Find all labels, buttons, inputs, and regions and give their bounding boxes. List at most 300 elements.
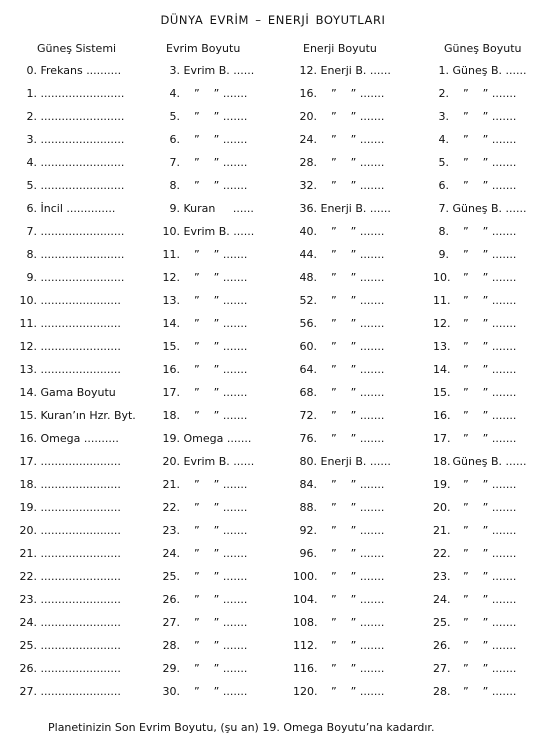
row-text: ” ” ....... <box>180 570 248 583</box>
row-text: ” ” ....... <box>317 685 385 698</box>
row-text: ........................ <box>37 225 125 238</box>
row-number: 13. <box>162 294 180 307</box>
row-text: ....................... <box>37 639 121 652</box>
row-number: 25. <box>162 570 180 583</box>
table-row <box>433 131 539 154</box>
table-row <box>433 476 539 499</box>
table-row <box>293 614 413 637</box>
row-number: 1. <box>26 87 37 100</box>
table-row <box>162 453 280 476</box>
table-row <box>433 361 539 384</box>
row-text: ” ” ....... <box>317 409 385 422</box>
row-number: 22. <box>162 501 180 514</box>
column-gunes-sistemi <box>19 40 145 706</box>
row-number: 17. <box>433 432 451 445</box>
table-row <box>19 200 145 223</box>
row-text: ” ” ....... <box>449 547 517 560</box>
table-row <box>433 223 539 246</box>
row-number: 22. <box>433 547 451 560</box>
table-row <box>433 315 539 338</box>
row-number: 36. <box>299 202 317 215</box>
row-text: Evrim B. ...... <box>180 225 255 238</box>
row-number: 11. <box>162 248 180 261</box>
table-row <box>433 108 539 131</box>
row-text: ” ” ....... <box>317 317 385 330</box>
table-row <box>19 407 145 430</box>
table-row <box>19 177 145 200</box>
table-row <box>19 614 145 637</box>
table-row <box>19 568 145 591</box>
row-text: ........................ <box>37 87 125 100</box>
table-row <box>162 315 280 338</box>
row-text: ” ” ....... <box>317 225 385 238</box>
row-number: 5. <box>169 110 180 123</box>
table-row <box>162 407 280 430</box>
row-number: 120. <box>293 685 318 698</box>
table-row <box>293 361 413 384</box>
table-row <box>433 614 539 637</box>
table-row <box>162 568 280 591</box>
row-text: ” ” ....... <box>180 363 248 376</box>
row-number: 24. <box>433 593 451 606</box>
table-row <box>19 246 145 269</box>
row-text: ” ” ....... <box>449 593 517 606</box>
row-text: ” ” ....... <box>317 501 385 514</box>
table-row <box>433 522 539 545</box>
row-text: ” ” ....... <box>449 616 517 629</box>
table-row <box>293 131 413 154</box>
row-number: 23. <box>19 593 37 606</box>
row-text: ” ” ....... <box>180 248 248 261</box>
row-text: ” ” ....... <box>317 639 385 652</box>
table-row <box>293 200 413 223</box>
row-number: 18. <box>19 478 37 491</box>
column-header: Güneş Boyutu <box>444 42 522 55</box>
row-text: ” ” ....... <box>317 294 385 307</box>
table-row <box>19 430 145 453</box>
row-text: ....................... <box>37 662 121 675</box>
row-number: 32. <box>299 179 317 192</box>
row-number: 100. <box>293 570 318 583</box>
row-number: 26. <box>162 593 180 606</box>
table-row <box>19 62 145 85</box>
row-text: ” ” ....... <box>317 570 385 583</box>
table-row <box>293 269 413 292</box>
table-row <box>162 545 280 568</box>
row-number: 96. <box>299 547 317 560</box>
row-number: 18. <box>162 409 180 422</box>
row-number: 27. <box>433 662 451 675</box>
row-number: 20. <box>19 524 37 537</box>
row-text: ” ” ....... <box>449 432 517 445</box>
column-gunes-boyutu <box>433 40 539 706</box>
row-text: ” ” ....... <box>180 409 248 422</box>
row-text: ” ” ....... <box>449 478 517 491</box>
table-row <box>162 292 280 315</box>
table-row <box>19 292 145 315</box>
row-number: 112. <box>293 639 318 652</box>
row-number: 26. <box>433 639 451 652</box>
column-enerji-boyutu <box>293 40 413 706</box>
row-number: 2. <box>26 110 37 123</box>
table-row <box>293 62 413 85</box>
row-text: ” ” ....... <box>180 662 248 675</box>
table-row <box>433 154 539 177</box>
row-text: ” ” ....... <box>317 110 385 123</box>
row-text: Güneş B. ...... <box>449 64 527 77</box>
row-text: ” ” ....... <box>449 271 517 284</box>
row-number: 84. <box>299 478 317 491</box>
row-text: ” ” ....... <box>180 87 248 100</box>
row-number: 44. <box>299 248 317 261</box>
row-number: 8. <box>26 248 37 261</box>
row-number: 29. <box>162 662 180 675</box>
table-row <box>293 568 413 591</box>
row-text: ....................... <box>37 524 121 537</box>
table-row <box>19 108 145 131</box>
row-number: 13. <box>433 340 451 353</box>
table-row <box>162 476 280 499</box>
row-number: 7. <box>438 202 449 215</box>
row-text: ” ” ....... <box>449 409 517 422</box>
row-number: 52. <box>299 294 317 307</box>
row-number: 5. <box>26 179 37 192</box>
row-text: Omega ....... <box>180 432 252 445</box>
row-number: 25. <box>433 616 451 629</box>
row-text: ” ” ....... <box>180 616 248 629</box>
table-row <box>293 154 413 177</box>
table-row <box>162 62 280 85</box>
table-row <box>19 361 145 384</box>
row-text: ” ” ....... <box>317 133 385 146</box>
row-text: ” ” ....... <box>317 386 385 399</box>
row-number: 12. <box>162 271 180 284</box>
table-row <box>162 591 280 614</box>
table-row <box>433 200 539 223</box>
table-row <box>293 177 413 200</box>
row-number: 4. <box>169 87 180 100</box>
row-text: ........................ <box>37 133 125 146</box>
row-number: 14. <box>162 317 180 330</box>
row-number: 1. <box>438 64 449 77</box>
table-row <box>293 591 413 614</box>
row-number: 18. <box>433 455 451 468</box>
row-text: ” ” ....... <box>180 386 248 399</box>
row-number: 3. <box>438 110 449 123</box>
table-row <box>433 384 539 407</box>
row-text: ” ” ....... <box>180 524 248 537</box>
row-number: 19. <box>433 478 451 491</box>
row-number: 27. <box>162 616 180 629</box>
row-text: ” ” ....... <box>449 225 517 238</box>
table-row <box>293 499 413 522</box>
row-number: 12. <box>19 340 37 353</box>
table-row <box>162 108 280 131</box>
row-text: Evrim B. ...... <box>180 64 255 77</box>
row-number: 11. <box>19 317 37 330</box>
row-text: Enerji B. ...... <box>317 202 391 215</box>
table-row <box>433 430 539 453</box>
row-text: ” ” ....... <box>449 248 517 261</box>
row-text: ....................... <box>37 478 121 491</box>
row-number: 24. <box>19 616 37 629</box>
column-header: Enerji Boyutu <box>303 42 377 55</box>
row-number: 28. <box>162 639 180 652</box>
row-number: 80. <box>299 455 317 468</box>
row-text: ” ” ....... <box>317 593 385 606</box>
row-number: 6. <box>438 179 449 192</box>
table-row <box>19 223 145 246</box>
row-text: ....................... <box>37 294 121 307</box>
table-row <box>162 384 280 407</box>
row-number: 23. <box>162 524 180 537</box>
row-text: ” ” ....... <box>180 179 248 192</box>
table-row <box>293 292 413 315</box>
table-row <box>433 499 539 522</box>
row-text: ” ” ....... <box>449 639 517 652</box>
row-number: 15. <box>433 386 451 399</box>
table-row <box>162 637 280 660</box>
table-row <box>293 637 413 660</box>
row-number: 3. <box>26 133 37 146</box>
column-header: Evrim Boyutu <box>166 42 241 55</box>
row-text: Güneş B. ...... <box>449 202 527 215</box>
row-text: ” ” ....... <box>180 340 248 353</box>
row-number: 8. <box>438 225 449 238</box>
row-number: 92. <box>299 524 317 537</box>
row-number: 20. <box>162 455 180 468</box>
row-text: ” ” ....... <box>449 179 517 192</box>
row-text: Omega .......... <box>37 432 119 445</box>
row-text: ....................... <box>37 363 121 376</box>
table-row <box>162 522 280 545</box>
row-text: ” ” ....... <box>180 156 248 169</box>
row-text: ” ” ....... <box>180 317 248 330</box>
table-row <box>293 85 413 108</box>
row-number: 14. <box>19 386 37 399</box>
table-row <box>433 637 539 660</box>
row-text: Enerji B. ...... <box>317 455 391 468</box>
table-row <box>19 637 145 660</box>
table-row <box>19 683 145 706</box>
row-text: ” ” ....... <box>449 156 517 169</box>
row-number: 26. <box>19 662 37 675</box>
table-row <box>162 85 280 108</box>
table-row <box>293 476 413 499</box>
column-evrim-boyutu <box>162 40 280 706</box>
row-text: ” ” ....... <box>449 363 517 376</box>
table-row <box>162 361 280 384</box>
row-number: 19. <box>162 432 180 445</box>
row-number: 14. <box>433 363 451 376</box>
row-number: 17. <box>162 386 180 399</box>
row-text: ........................ <box>37 248 125 261</box>
table-row <box>162 430 280 453</box>
table-row <box>19 384 145 407</box>
row-number: 16. <box>433 409 451 422</box>
table-row <box>433 407 539 430</box>
row-number: 72. <box>299 409 317 422</box>
row-text: ....................... <box>37 340 121 353</box>
row-number: 60. <box>299 340 317 353</box>
row-number: 10. <box>433 271 451 284</box>
row-number: 20. <box>433 501 451 514</box>
row-text: ” ” ....... <box>317 340 385 353</box>
row-text: ....................... <box>37 616 121 629</box>
table-row <box>19 269 145 292</box>
row-text: ” ” ....... <box>449 386 517 399</box>
row-number: 13. <box>19 363 37 376</box>
table-row <box>293 522 413 545</box>
row-number: 40. <box>299 225 317 238</box>
row-number: 9. <box>169 202 180 215</box>
row-number: 23. <box>433 570 451 583</box>
table-row <box>19 476 145 499</box>
row-number: 68. <box>299 386 317 399</box>
row-text: ” ” ....... <box>180 271 248 284</box>
row-text: Frekans .......... <box>37 64 122 77</box>
row-text: ” ” ....... <box>317 271 385 284</box>
row-text: ” ” ....... <box>317 616 385 629</box>
row-text: ” ” ....... <box>449 685 517 698</box>
row-number: 17. <box>19 455 37 468</box>
row-number: 6. <box>169 133 180 146</box>
row-number: 22. <box>19 570 37 583</box>
row-text: ” ” ....... <box>180 110 248 123</box>
row-number: 0. <box>26 64 37 77</box>
row-number: 12. <box>299 64 317 77</box>
row-number: 20. <box>299 110 317 123</box>
table-row <box>293 338 413 361</box>
table-row <box>433 338 539 361</box>
table-row <box>293 223 413 246</box>
row-number: 9. <box>26 271 37 284</box>
row-text: ........................ <box>37 110 125 123</box>
row-text: Kuran’ın Hzr. Byt. <box>37 409 136 422</box>
row-number: 5. <box>438 156 449 169</box>
table-row <box>19 591 145 614</box>
row-number: 16. <box>19 432 37 445</box>
row-number: 48. <box>299 271 317 284</box>
row-number: 21. <box>162 478 180 491</box>
row-number: 28. <box>433 685 451 698</box>
row-text: ” ” ....... <box>449 524 517 537</box>
row-number: 116. <box>293 662 318 675</box>
table-row <box>162 338 280 361</box>
row-number: 11. <box>433 294 451 307</box>
row-number: 16. <box>162 363 180 376</box>
row-text: Evrim B. ...... <box>180 455 255 468</box>
row-text: Güneş B. ...... <box>449 455 527 468</box>
table-row <box>433 453 539 476</box>
row-number: 16. <box>299 87 317 100</box>
row-text: ” ” ....... <box>180 593 248 606</box>
row-text: ” ” ....... <box>449 133 517 146</box>
row-text: Enerji B. ...... <box>317 64 391 77</box>
row-text: ” ” ....... <box>317 156 385 169</box>
row-text: ” ” ....... <box>317 662 385 675</box>
table-row <box>162 154 280 177</box>
table-row <box>433 177 539 200</box>
row-text: ” ” ....... <box>449 317 517 330</box>
table-row <box>433 246 539 269</box>
row-text: ” ” ....... <box>180 501 248 514</box>
row-text: ” ” ....... <box>317 87 385 100</box>
table-row <box>433 660 539 683</box>
row-text: ........................ <box>37 179 125 192</box>
row-text: ” ” ....... <box>317 547 385 560</box>
row-number: 15. <box>19 409 37 422</box>
table-row <box>293 384 413 407</box>
table-row <box>162 499 280 522</box>
table-row <box>433 85 539 108</box>
table-row <box>19 660 145 683</box>
table-row <box>293 660 413 683</box>
row-number: 4. <box>26 156 37 169</box>
table-row <box>19 338 145 361</box>
row-number: 21. <box>19 547 37 560</box>
row-text: ” ” ....... <box>180 133 248 146</box>
row-text: ” ” ....... <box>449 662 517 675</box>
row-text: ” ” ....... <box>317 179 385 192</box>
table-row <box>162 246 280 269</box>
table-row <box>19 85 145 108</box>
row-number: 10. <box>19 294 37 307</box>
row-number: 88. <box>299 501 317 514</box>
table-row <box>433 683 539 706</box>
row-text: ....................... <box>37 685 121 698</box>
row-number: 76. <box>299 432 317 445</box>
table-row <box>433 545 539 568</box>
table-row <box>19 545 145 568</box>
table-row <box>433 568 539 591</box>
table-row <box>433 269 539 292</box>
table-row <box>162 660 280 683</box>
row-text: ” ” ....... <box>449 110 517 123</box>
table-row <box>293 407 413 430</box>
row-number: 24. <box>299 133 317 146</box>
table-row <box>293 545 413 568</box>
row-text: ” ” ....... <box>449 87 517 100</box>
row-text: ” ” ....... <box>449 570 517 583</box>
row-text: ” ” ....... <box>449 501 517 514</box>
table-row <box>19 131 145 154</box>
row-number: 24. <box>162 547 180 560</box>
table-row <box>293 430 413 453</box>
row-number: 64. <box>299 363 317 376</box>
table-row <box>19 499 145 522</box>
row-text: Kuran ...... <box>180 202 254 215</box>
row-number: 104. <box>293 593 318 606</box>
table-row <box>19 154 145 177</box>
row-text: ” ” ....... <box>317 363 385 376</box>
table-row <box>293 108 413 131</box>
table-row <box>293 246 413 269</box>
table-row <box>293 453 413 476</box>
row-text: ....................... <box>37 570 121 583</box>
row-number: 28. <box>299 156 317 169</box>
row-text: ” ” ....... <box>317 524 385 537</box>
row-number: 8. <box>169 179 180 192</box>
row-text: ” ” ....... <box>449 340 517 353</box>
page-title: DÜNYA EVRİM – ENERJİ BOYUTLARI <box>160 13 386 27</box>
row-number: 19. <box>19 501 37 514</box>
row-number: 7. <box>26 225 37 238</box>
row-text: ........................ <box>37 156 125 169</box>
row-text: ....................... <box>37 317 121 330</box>
table-row <box>162 200 280 223</box>
row-text: ....................... <box>37 547 121 560</box>
